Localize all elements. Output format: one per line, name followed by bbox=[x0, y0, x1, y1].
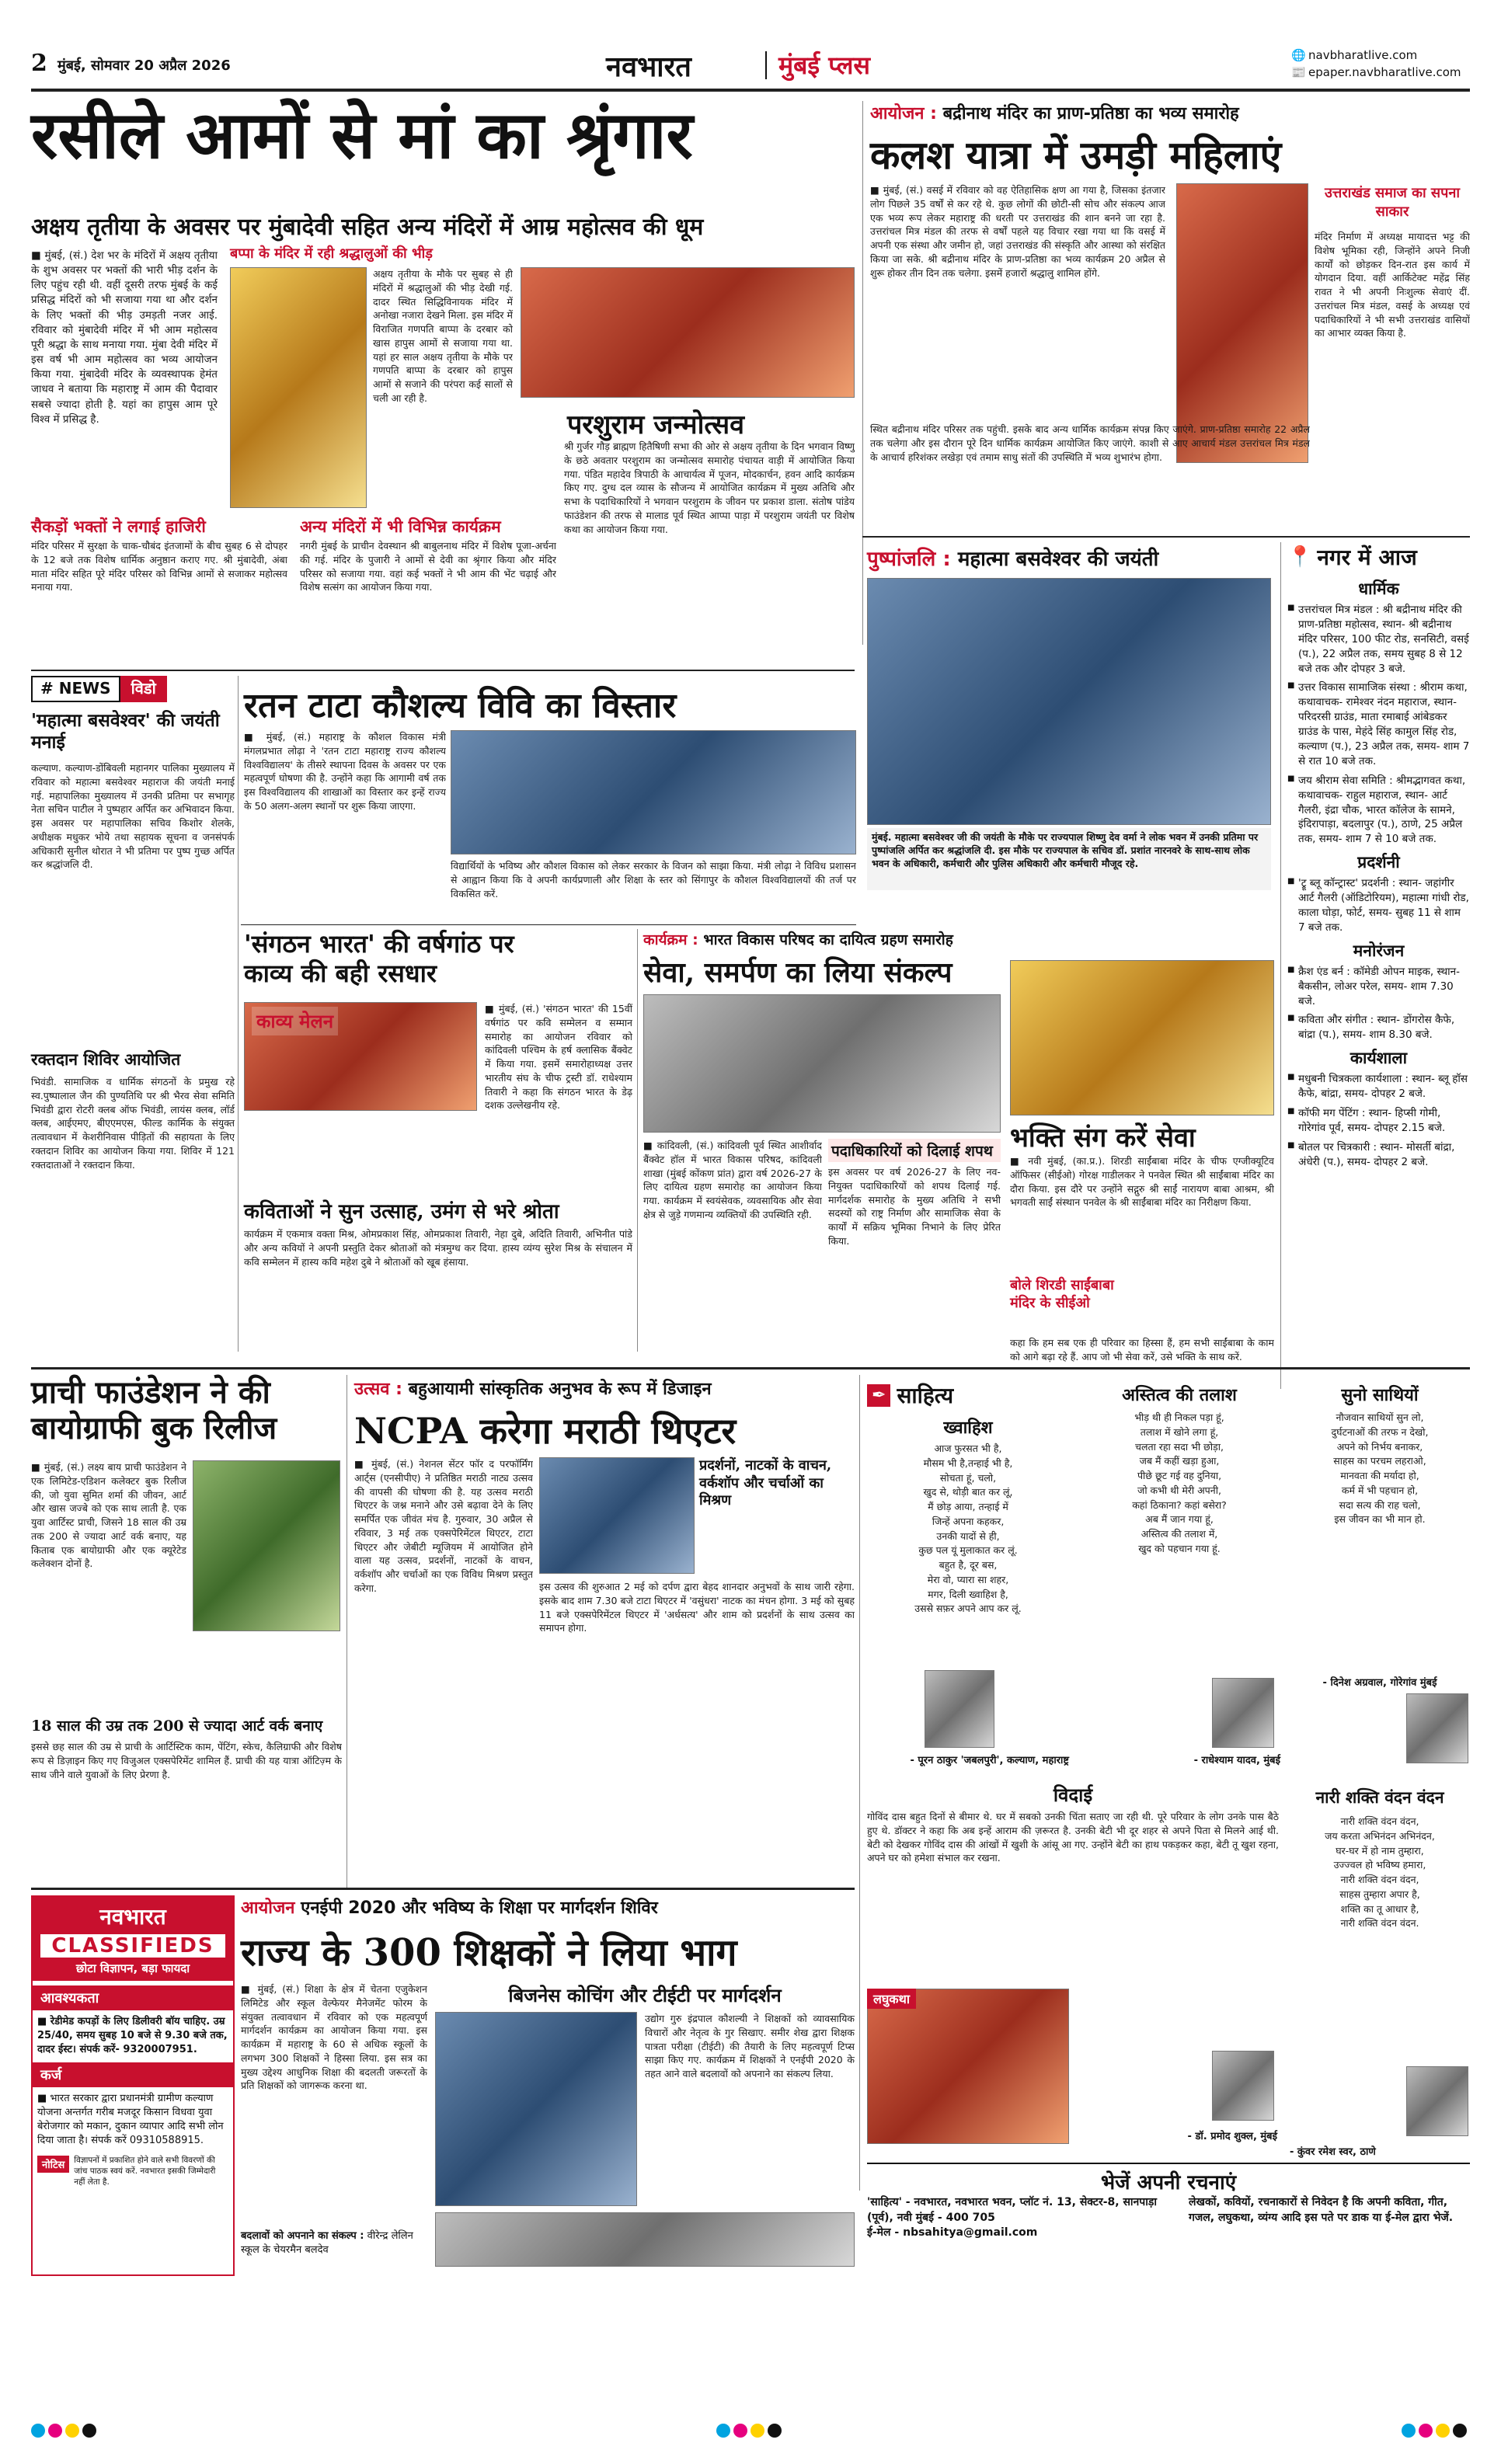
teachers-kicker bbox=[241, 1895, 855, 1919]
poem4-text: नारी शक्ति वंदन वंदन, जय करता अभिनंदन अभिनंदन, घर-घर में हो नाम तुम्हारा, उज्ज्वल हो भविष्य हमारा, नारी शक्ति वंदन वंदन, साहस तुम्हारा अपार है, शक्ति का तू आधार है, नारी शक्ति वंदन वंदन. bbox=[1325, 1815, 1435, 1930]
basaveshwar-kicker bbox=[867, 544, 1279, 572]
bv-body: ■ कांदिवली, (सं.) कांदिवली पूर्व स्थित आशीर्वाद बैंक्वेट हॉल में भारत विकास परिषद, कांदिवली शाखा (मुंबई कोंकण प्रांत) द्वारा वर्ष 2026-27 के लिए दायित्व ग्रहण समारोह का आयोजन किया गया. कार्यक्रम में स्वयंसेवक, व्यवसायिक और सेवा क्षेत्र से जुड़े गणमान्य व्यक्तियों की उपस्थिति रही. bbox=[643, 1140, 822, 1220]
section-rule bbox=[862, 536, 1470, 538]
basaveshwar-kicker-tag: पुष्पांजलि : bbox=[867, 548, 951, 571]
edition-divider bbox=[765, 51, 767, 79]
nagar-dharmik-head: धार्मिक bbox=[1358, 579, 1399, 598]
poem3-author: - दिनेश अग्रवाल, गोरेगांव मुंबई bbox=[1322, 1677, 1437, 1689]
ncpa-body: ■ मुंबई, (सं.) नेशनल सेंटर फॉर द परफॉर्मिंग आर्ट्स (एनसीपीए) ने प्रतिष्ठित मराठी नाट्य उत्सव की वापसी की घोषणा की है. यह उत्सव मराठी थिएटर के जश्न मनाने और उसे बढ़ावा देने के लिए समर्पित एक जीवंत मंच है. गुरुवार, 30 अप्रैल से रविवार, 3 मई तक एक्सपेरिमेंटल थिएटर, टाटा थिएटर और जेबीटी म्यूजियम में आयोजित होने वाला यह उत्सव, प्रदर्शनों, नाटकों के वाचन, वर्कशॉप और चर्चाओं का एक विविध मिश्रण प्रस्तुत करेगा. bbox=[354, 1458, 533, 1594]
poem4-author-photo bbox=[1406, 2066, 1468, 2136]
ratan-photo bbox=[451, 730, 856, 854]
poem1-text: आज फुरसत भी है, मौसम भी है,तन्हाई भी है, सोचता हूं, चलो, खुद से, थोड़ी बात कर लूं, मैं छोड़ आया, तन्हाई में जिन्हें अपना कहकर, उनकी यादों से ही, कुछ पल यूं मुलाकात कर लूं. बहुत है, दूर बस, मेरा वो, प्यारा सा शहर, मगर, दिली ख्वाहिश है, उससे सफ़र अपने आप कर लूं. bbox=[914, 1443, 1022, 1615]
teachers-headline: राज्य के 300 शिक्षकों ने लिया भाग bbox=[241, 1931, 737, 1975]
poem1-author-photo bbox=[925, 1670, 994, 1748]
prachi-subhead: 18 साल की उम्र तक 200 से ज्यादा आर्ट वर्क बनाए bbox=[31, 1717, 323, 1735]
classifieds-box bbox=[31, 1895, 235, 2276]
list-item: ■ 'ट्रू ब्लू कॉन्ट्रास्ट' प्रदर्शनी : स्थान- जहांगीर आर्ट गैलरी (ऑडिटोरियम), महात्मा गांधी रोड, काला घोड़ा, फोर्ट, समय- सुबह 11 से शाम 7 बजे तक. bbox=[1287, 876, 1470, 935]
ncpa-photo bbox=[539, 1457, 695, 1574]
story-author-photo bbox=[1212, 2051, 1274, 2121]
classifieds-ad1: ■ रेडीमेड कपड़ों के लिए डिलीवरी बॉय चाहिए. उम्र 25/40, समय सुबह 10 बजे से 9.30 बजे तक, दादर ईस्ट। संपर्क करें- 9320007951. bbox=[37, 2016, 228, 2056]
poem1-author: - पूरन ठाकुर 'जबलपुरी', कल्याण, महाराष्ट्र bbox=[910, 1755, 1069, 1766]
lead-photo-text: अक्षय तृतीया के मौके पर सुबह से ही मंदिरों में श्रद्धालुओं की भीड़ देखी गई. दादर स्थित सिद्धिविनायक मंदिर में अनोखा नजारा देखने मिला. इस मंदिर में विराजित गणपति बाप्पा के दरबार को खास हापुस आमों से सजाया गया था. यहां हर साल अक्षय तृतीया के मौके पर गणपति बाप्पा के दरबार को हापुस आमों से सजाने की परंपरा कई सालों से चली आ रही है. bbox=[373, 268, 513, 404]
bv-kicker-tag: कार्यक्रम : bbox=[643, 931, 698, 948]
poem2-title: अस्तित्व की तलाश bbox=[1122, 1385, 1237, 1405]
teachers-kicker-tag: आयोजन bbox=[241, 1898, 295, 1918]
story-author: - डॉ. प्रमोद शुक्ल, मुंबई bbox=[1187, 2131, 1277, 2142]
badrinath-kicker-tag: आयोजन : bbox=[870, 104, 937, 124]
send-address: 'साहित्य' - नवभारत, नवभारत भवन, प्लॉट नं. 13, सेक्टर-8, सानपाड़ा (पूर्व), नवी मुंबई - 400 705 ई-मेल - nbsahitya@gmail.com bbox=[867, 2196, 1157, 2240]
prachi-body2: इससे छह साल की उम्र से प्राची के आर्टिस्टिक काम, पेंटिंग, स्केच, कैलिग्राफी और विशेष रूप से डिज़ाइन किए गए विजुअल एक्सपेरिमेंट शामिल हैं. प्राची की यह यात्रा ऑटिज़्म के साथ जीने वाले युवाओं के लिए प्रेरणा है. bbox=[31, 1741, 342, 1780]
bhakti-photo bbox=[1010, 960, 1274, 1115]
lead-photo-mango-temple bbox=[230, 267, 367, 508]
header-rule bbox=[31, 89, 1470, 92]
classifieds-tagline: छोटा विज्ञापन, बड़ा फायदा bbox=[75, 1961, 190, 1975]
sangathan-body: ■ मुंबई, (सं.) 'संगठन भारत' की 15वीं वर्षगांठ पर कवि सम्मेलन व सम्मान समारोह का आयोजन रविवार को कांदिवली पश्चिम के हर्ष क्लासिक बैंक्वेट में किया गया. इसमें समारोहाध्यक्ष उत्तर भारतीय संघ के चीफ ट्रस्टी डॉ. राधेश्याम तिवारी ने कहा कि संगठन भारत के डेढ़ दशक उल्लेखनीय रहे. bbox=[485, 1003, 632, 1112]
bv-kicker-rest: भारत विकास परिषद का दायित्व ग्रहण समारोह bbox=[703, 931, 953, 948]
registration-marks bbox=[31, 2424, 1470, 2442]
story-illustration bbox=[867, 1989, 1069, 2144]
kicker-other-temples-text: नगरी मुंबई के प्राचीन देवस्थान श्री बाबुलनाथ मंदिर में विशेष पूजा-अर्चना की गई. मंदिर के पुजारी ने आमों से देवी का श्रृंगार किया और मंदिर परिसर को सजाया गया. वहां कई भक्तों ने भी आम की भेंट चढ़ाई और विशेष सत्संग का आयोजन किया गया. bbox=[300, 540, 556, 593]
poem2-text: भीड़ थी ही निकल पड़ा हूं, तलाश में खोने लगा हूं, चलता रहा सदा भी छोड़ा, जब मैं कहीं खड़ा हुआ, पीछे छूट गई वह दुनिया, जो कभी थी मेरी अपनी, कहां ठिकाना? कहां बसेरा? अब मैं जान गया हूं, अस्तित्व की तलाश में, खुद को पहचान गया हूं. bbox=[1132, 1411, 1227, 1554]
col-divider bbox=[238, 676, 239, 1352]
teachers-resolve bbox=[241, 2229, 427, 2257]
poem3-author-photo bbox=[1406, 1693, 1468, 1763]
badrinath-body: ■ मुंबई, (सं.) वसई में रविवार को वह ऐतिहासिक क्षण आ गया है, जिसका इंतजार लोग पिछले 35 वर्षों से कर रहे थे. कुछ लोगों की छोटी-सी सोच और संकल्प आज एक भव्य रूप लेकर महाराष्ट्र की धरती पर उत्तराखंड की शान बनने जा रहा है. उत्तरांचल मित्र मंडल की तरफ से वर्षों पहले यह विचार रखा गया था कि वसई में अपनी एक संस्था और जमीन हो, जहां उत्तराखंड की संस्कृति और आस्था को संरक्षित किया जा सके. श्री बद्रीनाथ मंदिर के प्राण-प्रतिष्ठा का भव्य कार्यक्रम 20 अप्रैल से शुरू होकर तीन दिन तक चलेगा. इसमें हजारों श्रद्धालु शामिल होंगे. bbox=[870, 184, 1165, 279]
sahitya-label bbox=[867, 1380, 1022, 1411]
news-video-tabs bbox=[31, 676, 233, 702]
list-item: ■ मधुबनी चित्रकला कार्यशाला : स्थान- ब्लू हॉस कैफे, बांद्रा, समय- दोपहर 2 बजे. bbox=[1287, 1072, 1470, 1101]
list-item: ■ कॉफी मग पेंटिंग : स्थान- हिप्सी गोमी, गोरेगांव पूर्व, समय- दोपहर 2.15 बजे. bbox=[1287, 1106, 1470, 1136]
story-text: गोविंद दास बहुत दिनों से बीमार थे. घर में सबको उनकी चिंता सताए जा रही थी. पूरे परिवार के लोग उनके पास बैठे हुए थे. डॉक्टर ने कहा कि अब इन्हें आराम की ज़रूरत है. उनकी बेटी भी दूर शहर से अपने पिता से मिलने आई थी. बेटी को देखकर गोविंद दास की आंखों में खुशी के आंसू आ गए. उन्होंने बेटी का हाथ पकड़कर कहा, बेटी तू खुश रहना, अपने घर को हमेशा संभाल कर रखना. bbox=[867, 1811, 1279, 1864]
send-head: भेजें अपनी रचनाएं bbox=[867, 2163, 1470, 2195]
poem3-text: नौजवान साथियों सुन लो, दुर्घटनाओं की तरफ न देखो, अपने को निर्भय बनाकर, साहस का परचम लहराओ, मानवता की मर्यादा हो, कर्म में भी पहचान हो, सदा सत्य की राह चलो, इस जीवन का भी मान हो. bbox=[1331, 1411, 1429, 1526]
nv-headline: 'महात्मा बसवेश्वर' की जयंती मनाई bbox=[31, 710, 220, 753]
list-item: ■ क्रैश एंड बर्न : कॉमेडी ओपन माइक, स्थान- बैकसीन, लोअर परेल, समय- शाम 7.30 बजे. bbox=[1287, 965, 1470, 1009]
reg-group bbox=[31, 2424, 99, 2442]
send-note: लेखकों, कवियों, रचनाकारों से निवेदन है कि अपनी कविता, गीत, गजल, लघुकथा, व्यंग्य आदि इस पते पर डाक या ई-मेल द्वारा भेजें. bbox=[1189, 2196, 1454, 2224]
poem4-author: - कुंवर रमेश स्वर, ठाणे bbox=[1290, 2146, 1376, 2158]
basaveshwar-kicker-rest: महात्मा बसवेश्वर की जयंती bbox=[957, 548, 1159, 571]
epaper-link[interactable]: epaper.navbharatlive.com bbox=[1308, 65, 1461, 79]
lead-subhead: अक्षय तृतीया के अवसर पर मुंबादेवी सहित अन्य मंदिरों में आम्र महोत्सव की धूम bbox=[31, 214, 704, 241]
badrinath-side-head: उत्तराखंड समाज का सपना साकार bbox=[1325, 185, 1460, 220]
laghukatha-label: लघुकथा bbox=[867, 1989, 916, 2009]
bhakti-headline: भक्ति संग करें सेवा bbox=[1010, 1122, 1196, 1154]
nagar-pradarshani-head: प्रदर्शनी bbox=[1357, 853, 1400, 872]
ratan-headline: रतन टाटा कौशल्य विवि का विस्तार bbox=[244, 686, 677, 726]
sahitya-title: साहित्य bbox=[897, 1383, 954, 1408]
classifieds-sec2: कर्ज bbox=[33, 2062, 233, 2087]
bv-photo bbox=[643, 994, 1001, 1133]
parshuram-headline: परशुराम जन्मोत्सव bbox=[567, 409, 745, 440]
section-rule bbox=[31, 670, 855, 671]
location-pin-icon: 📍 bbox=[1287, 545, 1313, 569]
section-rule bbox=[31, 1367, 1470, 1369]
reg-group bbox=[1402, 2424, 1470, 2442]
bhakti-body2: कहा कि हम सब एक ही परिवार का हिस्सा हैं, हम सभी साईंबाबा के काम को आगे बढ़ा रहे हैं. आप जो भी सेवा करें, उसे भक्ति के साथ करें. bbox=[1010, 1337, 1274, 1363]
bv-kicker bbox=[643, 929, 1008, 949]
prachi-body: ■ मुंबई, (सं.) लक्ष्य बाय प्राची फाउंडेशन ने एक लिमिटेड-एडिशन कलेक्टर बुक रिलीज की, जो युवा सुमित शर्मा की जीवन, आर्ट और खास जज्बे को एक साथ लाती है. एक युवा आर्टिस्ट प्राची, जिसने 18 साल की उम्र तक 200 से ज्यादा आर्ट वर्क बनाए, यह किताब एक बायोग्राफी और एक क्यूरेटेड कलेक्शन दोनों है. bbox=[31, 1461, 186, 1570]
ncpa-body2: इस उत्सव की शुरुआत 2 मई को दर्पण द्वारा बेहद शानदार अनुभवों के साथ जारी रहेगा. इसके बाद शाम 7.30 बजे टाटा थिएटर में 'वसुंधरा' नाटक का मंचन होगा. 3 मई को सुबह 11 बजे एक्सपेरिमेंटल थिएटर में 'अर्धसत्य' और शाम को प्रदर्शनों के साथ उत्सव का समापन होगा. bbox=[539, 1581, 855, 1634]
col-divider bbox=[637, 929, 638, 1352]
poem3-title: सुनो साथियों bbox=[1341, 1385, 1419, 1405]
badrinath-body2: स्थित बद्रीनाथ मंदिर परिसर तक पहुंची. इसके बाद अन्य धार्मिक कार्यक्रम संपन्न किए जाएंगे. प्राण-प्रतिष्ठा समारोह 22 अप्रैल तक चलेगा और इस दौरान पूरे दिन धार्मिक कार्यक्रम आयोजित किए जाएंगे. काशी से आए आचार्य मंडल उत्तरांचल मित्र मंडल के आचार्य हरिशंकर लखेड़ा एवं तमाम साधु संतों की उपस्थिति में भव्य शुभारंभ होगा. bbox=[870, 423, 1310, 463]
nagar-karyashala-head: कार्यशाला bbox=[1350, 1049, 1408, 1068]
website-link[interactable]: navbharatlive.com bbox=[1308, 48, 1418, 62]
ratan-body: ■ मुंबई, (सं.) महाराष्ट्र के कौशल विकास मंत्री मंगलप्रभात लोढ़ा ने 'रतन टाटा महाराष्ट्र राज्य कौशल्य विश्वविद्यालय' के तीसरे स्थापना दिवस के अवसर पर एक महत्वपूर्ण घोषणा की है. उन्होंने कहा कि आगामी वर्ष तक इस विश्वविद्यालय की शाखाओं का विस्तार कर इन्हें राज्य के 50 अलग-अलग स्थानों पर शुरू किया जाएगा. bbox=[244, 731, 446, 812]
teachers-photo-1 bbox=[435, 2012, 637, 2206]
poem4-title: नारी शक्ति वंदन वंदन bbox=[1315, 1787, 1444, 1807]
classifieds-notice: विज्ञापनों में प्रकाशित होने वाले सभी विवरणों की जांच पाठक स्वयं करें. नवभारत इसकी जिम्मेदारी नहीं लेता है. bbox=[74, 2156, 216, 2187]
badrinath-photo bbox=[1176, 183, 1308, 463]
classifieds-ad2: ■ भारत सरकार द्वारा प्रधानमंत्री ग्रामीण कल्याण योजना अन्तर्गत गरीब मजदूर किसान विधवा युवा बेरोजगार को मकान, दुकान व्यापार आदि सभी लोन दिया जाता है। संपर्क करें 09310588915. bbox=[37, 2092, 224, 2147]
prachi-headline: प्राची फाउंडेशन ने की बायोग्राफी बुक रिलीज bbox=[31, 1374, 277, 1446]
nagar-manoranjan-head: मनोरंजन bbox=[1353, 941, 1405, 960]
parshuram-body: श्री गुर्जर गौड़ ब्राह्मण हितैषिणी सभा की ओर से अक्षय तृतीया के दिन भगवान विष्णु के छठे अवतार परशुराम का जन्मोत्सव समारोह पंचायत वाड़ी में आयोजित किया गया. पंडित महादेव त्रिपाठी के आचार्यत्व में पूजन, मोदकार्चन, हवन आदि कार्यक्रम किए गए. दुग्ध दल व्यास के सौजन्य में आयोजित कार्यक्रम में मुख्य अतिथि और सभा के पदाधिकारियों ने भगवान परशुराम के जीवन पर प्रकाश डाला. संतोष पांडेय फाउंडेशन की तरफ से मालाड पूर्व स्थित आप्पा पाड़ा में परशुराम जयंती पर विशेष कथा का आयोजन किया गया. bbox=[564, 440, 855, 535]
dateline: मुंबई, सोमवार 20 अप्रैल 2026 bbox=[57, 57, 231, 74]
bhakti-body: ■ नवी मुंबई, (का.प्र.). शिरडी साईंबाबा मंदिर के चीफ एग्जीक्यूटिव ऑफिसर (सीईओ) गोरक्ष गाडीलकर ने पनवेल स्थित श्री साईंबाबा मंदिर का दौरा किया. इस दौरे पर उन्होंने सद्गुरु श्री साईं नारायण बाबा आश्रम, श्री भगवती साईं संस्थान पनवेल के श्री साईंबाबा मंदिर का निरीक्षण किया. bbox=[1010, 1155, 1274, 1209]
teachers-body2: उद्योग गुरु इंद्रपाल कौशल्यी ने शिक्षकों को व्यावसायिक विचारों और नेतृत्व के गुर सिखाए. समीर शेख द्वारा शिक्षक पात्रता परीक्षा (टीईटी) की तैयारी के लिए महत्वपूर्ण टिप्स साझा किए गए. कार्यक्रम में शिक्षकों ने एनईपी 2020 के तहत आने वाले बदलावों को अपनाने का संकल्प लिया. bbox=[645, 2013, 855, 2079]
badrinath-side-text: मंदिर निर्माण में अध्यक्ष मायादत्त भट्ट की विशेष भूमिका रही, जिन्होंने अपने निजी कार्यों को छोड़कर दिन-रात इस कार्य में योगदान दिया. वहीं आर्किटेक्ट महेंद्र सिंह रावत ने भी अपनी निःशुल्क सेवाएं दीं. उत्तरांचल मित्र मंडल, वसई के अध्यक्ष एवं पदाधिकारियों ने भी सभी उत्तराखंड वासियों का आभार व्यक्त किया है. bbox=[1315, 231, 1470, 339]
teachers-resolve-text: वीरेन्द्र लेलिन स्कूल के चेयरमैन बलदेव bbox=[241, 2230, 413, 2257]
globe-icon: 🌐 bbox=[1291, 48, 1306, 62]
classifieds-notice-label: नोटिस bbox=[37, 2156, 69, 2173]
video-tab[interactable]: विडो bbox=[120, 676, 167, 702]
section-rule bbox=[241, 924, 856, 925]
badrinath-headline: कलश यात्रा में उमड़ी महिलाएं bbox=[870, 132, 1282, 178]
list-item: ■ उत्तर विकास सामाजिक संस्था : श्रीराम कथा, कथावाचक- रामेश्वर नंदन महाराज, स्थान- परिदरसी ग्राउंड, माता रमाबाई आंबेडकर ग्राउंड के पास, मेहंदे सिंह कामुल सिंह रोड, कल्याण (प.), 23 अप्रैल तक, समय- शाम 7 से रात 10 बजे तक. bbox=[1287, 680, 1470, 768]
bv-headline: सेवा, समर्पण का लिया संकल्प bbox=[643, 956, 952, 989]
list-item: ■ जय श्रीराम सेवा समिति : श्रीमद्भागवत कथा, कथावाचक- राहुल महाराज, स्थान- आर्ट गैलरी, इंद्रा चौक, भारत कॉलेज के सामने, इंदिरापाड़ा, बदलापुर (प.), ठाणे, 25 अप्रैल तक, समय- शाम 7 से 10 बजे तक. bbox=[1287, 774, 1470, 847]
quill-icon: ✒ bbox=[867, 1384, 890, 1407]
bv-body2: इस अवसर पर वर्ष 2026-27 के लिए नव-नियुक्त पदाधिकारियों को शपथ दिलाई गई. मार्गदर्शक समारोह के मुख्य अतिथि ने सभी सदस्यों को राष्ट्र निर्माण और सामाजिक सेवा के कार्यों में सक्रिय भूमिका निभाने के लिए प्रेरित किया. bbox=[828, 1166, 1001, 1247]
nv-body: कल्याण. कल्याण-डोंबिवली महानगर पालिका मुख्यालय में रविवार को महात्मा बसवेश्वर महाराज की जयंती मनाई गई. महापालिका मुख्यालय में उनकी प्रतिमा पर सभागृह नेता सचिन पाटील ने पुष्पहार अर्पित कर अभिवादन किया. इस अवसर पर महापालिका सचिव किशोर शेलके, अधीक्षक मधुकर भोये तथा सहायक सूचना व जनसंपर्क अधिकारी सुनील थोरात ने भी प्रतिमा पर पुष्प गुच्छ अर्पित कर श्रद्धांजलि दी. bbox=[31, 762, 235, 871]
poem2-author-photo bbox=[1212, 1678, 1274, 1748]
ncpa-kicker-rest: बहुआयामी सांस्कृतिक अनुभव के रूप में डिजाइन bbox=[408, 1380, 712, 1399]
nagar-dharmik-list bbox=[1287, 603, 1470, 847]
parshuram-photo bbox=[521, 267, 855, 398]
masthead bbox=[31, 45, 1470, 85]
story-title: विदाई bbox=[1053, 1784, 1093, 1806]
lead-body: ■ मुंबई, (सं.) देश भर के मंदिरों में अक्षय तृतीया के शुभ अवसर पर भक्तों की भारी भीड़ दर्शन के लिए पहुंच रही थी. वहीं दूसरी तरफ मुंबई के कई प्रसिद्ध मंदिरों को भी सजाया गया था और दर्शन के लिए भक्तों की भीड़ उमड़ती नजर आई. रविवार को मुंबादेवी मंदिर में भी आम महोत्सव पूरी श्रद्धा के साथ मनाया गया. मुंबा देवी मंदिर में इस वर्ष भी आम महोत्सव का भव्य आयोजन किया गया. मुंबादेवी मंदिर के व्यवस्थापक हेमंत जाधव ने बताया कि महाराष्ट्र में आम की पैदावार सबसे ज्यादा होती है. यहां का हापुस आम पूरे विश्व में प्रसिद्ध है. bbox=[31, 249, 218, 426]
epaper-icon: 📰 bbox=[1291, 65, 1306, 79]
bv-subhead: पदाधिकारियों को दिलाई शपथ bbox=[828, 1139, 1001, 1162]
nagar-title-row bbox=[1287, 542, 1470, 572]
teachers-kicker-rest: एनईपी 2020 और भविष्य के शिक्षा पर मार्गदर्शन शिविर bbox=[301, 1898, 658, 1918]
sangathan-subhead: कविताओं ने सुन उत्साह, उमंग से भरे श्रोता bbox=[244, 1200, 559, 1223]
edition-name: मुंबई प्लस bbox=[778, 50, 871, 80]
kicker-other-temples: अन्य मंदिरों में भी विभिन्न कार्यक्रम bbox=[300, 517, 501, 536]
teachers-photo-2 bbox=[435, 2212, 855, 2267]
ncpa-kicker-tag: उत्सव : bbox=[354, 1380, 402, 1399]
basaveshwar-caption: मुंबई. महात्मा बसवेश्वर जी की जयंती के मौके पर राज्यपाल शिष्णु देव वर्मा ने लोक भवन में उनकी प्रतिमा पर पुष्पांजलि अर्पित कर श्रद्धांजलि दी. इस मौके पर राज्यपाल के सचिव डॉ. प्रशांत नारनवरे के साथ-साथ लोक भवन के अधिकारी, कर्मचारी और पुलिस अधिकारी और कर्मचारी मौजूद रहे. bbox=[867, 828, 1271, 890]
classifieds-head bbox=[33, 1897, 233, 1981]
nv-headline2: रक्तदान शिविर आयोजित bbox=[31, 1049, 181, 1069]
poem2-author: - राधेश्याम यादव, मुंबई bbox=[1193, 1755, 1280, 1766]
reg-group bbox=[716, 2424, 785, 2442]
nagar-panel bbox=[1280, 542, 1470, 1389]
list-item: ■ उत्तरांचल मित्र मंडल : श्री बद्रीनाथ मंदिर की प्राण-प्रतिष्ठा महोत्सव, स्थान- श्री बद्रीनाथ मंदिर परिसर, 100 फीट रोड, सनसिटी, वसई (प.), 22 अप्रैल तक, समय सुबह 8 से 12 बजे तक और दोपहर 3 बजे. bbox=[1287, 603, 1470, 676]
badrinath-kicker-rest: बद्रीनाथ मंदिर का प्राण-प्रतिष्ठा का भव्य समारोह bbox=[942, 104, 1239, 124]
ncpa-headline: NCPA करेगा मराठी थिएटर bbox=[354, 1410, 737, 1452]
news-tab[interactable]: # NEWS bbox=[31, 676, 120, 702]
teachers-photo-head: बिजनेस कोचिंग और टीईटी पर मार्गदर्शन bbox=[508, 1984, 782, 2006]
classifieds-notice-row bbox=[33, 2153, 233, 2191]
badrinath-kicker bbox=[870, 101, 1476, 124]
ratan-body2: विद्यार्थियों के भविष्य और कौशल विकास को लेकर सरकार के विजन को साझा किया. मंत्री लोढ़ा ने विविध प्रशासन से आह्वान किया कि वे अपनी कार्यप्रणाली और शिक्षा के स्तर को सिंगापुर के कौशल विश्वविद्यालयों की तर्ज पर विकसित करें. bbox=[451, 860, 856, 900]
teachers-resolve-label: बदलावों को अपनाने का संकल्प : bbox=[241, 2230, 364, 2242]
lead-headline: रसीले आमों से मां का श्रृंगार bbox=[31, 96, 693, 173]
basaveshwar-photo bbox=[867, 578, 1271, 825]
col-divider bbox=[862, 101, 863, 645]
list-item: ■ बोतल पर चित्रकारी : स्थान- मोसर्ती बांद्रा, अंधेरी (प.), समय- दोपहर 2 बजे. bbox=[1287, 1140, 1470, 1170]
sangathan-body2: कार्यक्रम में एकमात्र वक्ता मिश्र, ओमप्रकाश सिंह, ओमप्रकाश तिवारी, नेहा दुबे, अदिति तिवारी, अभिनीत पांडे और अन्य कवियों ने अपनी प्रस्तुति देकर श्रोताओं को मंत्रमुग्ध कर दिया. हास्य व्यंग्य सुरेश मिश्र के संचालन में कवि सम्मेलन में हास्य कवि महेश दुबे ने श्रोताओं को खूब हंसाया. bbox=[244, 1228, 632, 1268]
nagar-title: नगर में आज bbox=[1317, 545, 1417, 570]
kicker-saikado: सैकड़ों भक्तों ने लगाई हाजिरी bbox=[31, 517, 206, 536]
ncpa-kicker bbox=[354, 1376, 851, 1400]
brand-logo: नवभारत bbox=[606, 50, 691, 83]
col-divider bbox=[859, 1375, 860, 2191]
kicker-saikado-text: मंदिर परिसर में सुरक्षा के चाक-चौबंद इंतजामों के बीच सुबह 6 से दोपहर के 12 बजे तक विशेष धार्मिक अनुष्ठान कराए गए. श्री मुंबादेवी, अंबा माता मंदिर सहित पूरे मंदिर परिसर को विभिन्न आमों से सजाकर महोत्सव मनाया गया. bbox=[31, 540, 287, 593]
classifieds-sec1: आवश्यकता bbox=[33, 1985, 233, 2010]
nv-body2: भिवंडी. सामाजिक व धार्मिक संगठनों के प्रमुख रहे स्व.पुष्पालाल जैन की पुण्यतिथि पर श्री भैरव सेवा समिति भिवंडी द्वारा रोटरी क्लब ऑफ भिवंडी, लायंस क्लब, लॉर्ड क्लब, आईएमए, बीएएमएस, फील्ड कार्मिक के संयुक्त तत्वावधान में केशरीनिवास पीड़ितों की सहायता के लिए रक्तदान शिविर का आयोजन किया गया. शिविर में 121 रक्तदाताओं ने रक्तदान किया. bbox=[31, 1076, 235, 1171]
poem1-title: ख्वाहिश bbox=[943, 1418, 993, 1438]
classifieds-brand: नवभारत bbox=[99, 1904, 166, 1930]
ncpa-subhead: प्रदर्शनों, नाटकों के वाचन, वर्कशॉप और चर्चाओं का मिश्रण bbox=[699, 1457, 832, 1509]
page-number: 2 bbox=[31, 50, 47, 77]
prachi-photo bbox=[193, 1460, 340, 1631]
section-rule bbox=[31, 1888, 855, 1890]
sangathan-headline: 'संगठन भारत' की वर्षगांठ पर काव्य की बही रसधार bbox=[244, 929, 514, 989]
teachers-body: ■ मुंबई, (सं.) शिक्षा के क्षेत्र में चेतना एजुकेशन लिमिटेड और स्कूल वेल्फेयर मैनेजमेंट फोरम के संयुक्त तत्वावधान में रविवार को एक महत्वपूर्ण मार्गदर्शन कार्यक्रम का आयोजन किया गया. इस कार्यक्रम में महाराष्ट्र के 60 से अधिक स्कूलों के लगभग 300 शिक्षकों ने हिस्सा लिया. इस सत्र का मुख्य उद्देश्य आधुनिक शिक्षा की बदलती जरूरतों के प्रति शिक्षकों को जागरूक करना था. bbox=[241, 1983, 427, 2092]
sangathan-banner: काव्य मेलन bbox=[252, 1007, 338, 1035]
bhakti-side: बोले शिरडी साईंबाबा मंदिर के सीईओ bbox=[1010, 1277, 1114, 1311]
lead-photo-caption: बप्पा के मंदिर में रही श्रद्धालुओं की भीड़ bbox=[230, 245, 433, 262]
list-item: ■ कविता और संगीत : स्थान- डोंगरोस कैफे, बांद्रा (प.), समय- शाम 8.30 बजे. bbox=[1287, 1013, 1470, 1042]
classifieds-title: CLASSIFIEDS bbox=[40, 1934, 225, 1958]
